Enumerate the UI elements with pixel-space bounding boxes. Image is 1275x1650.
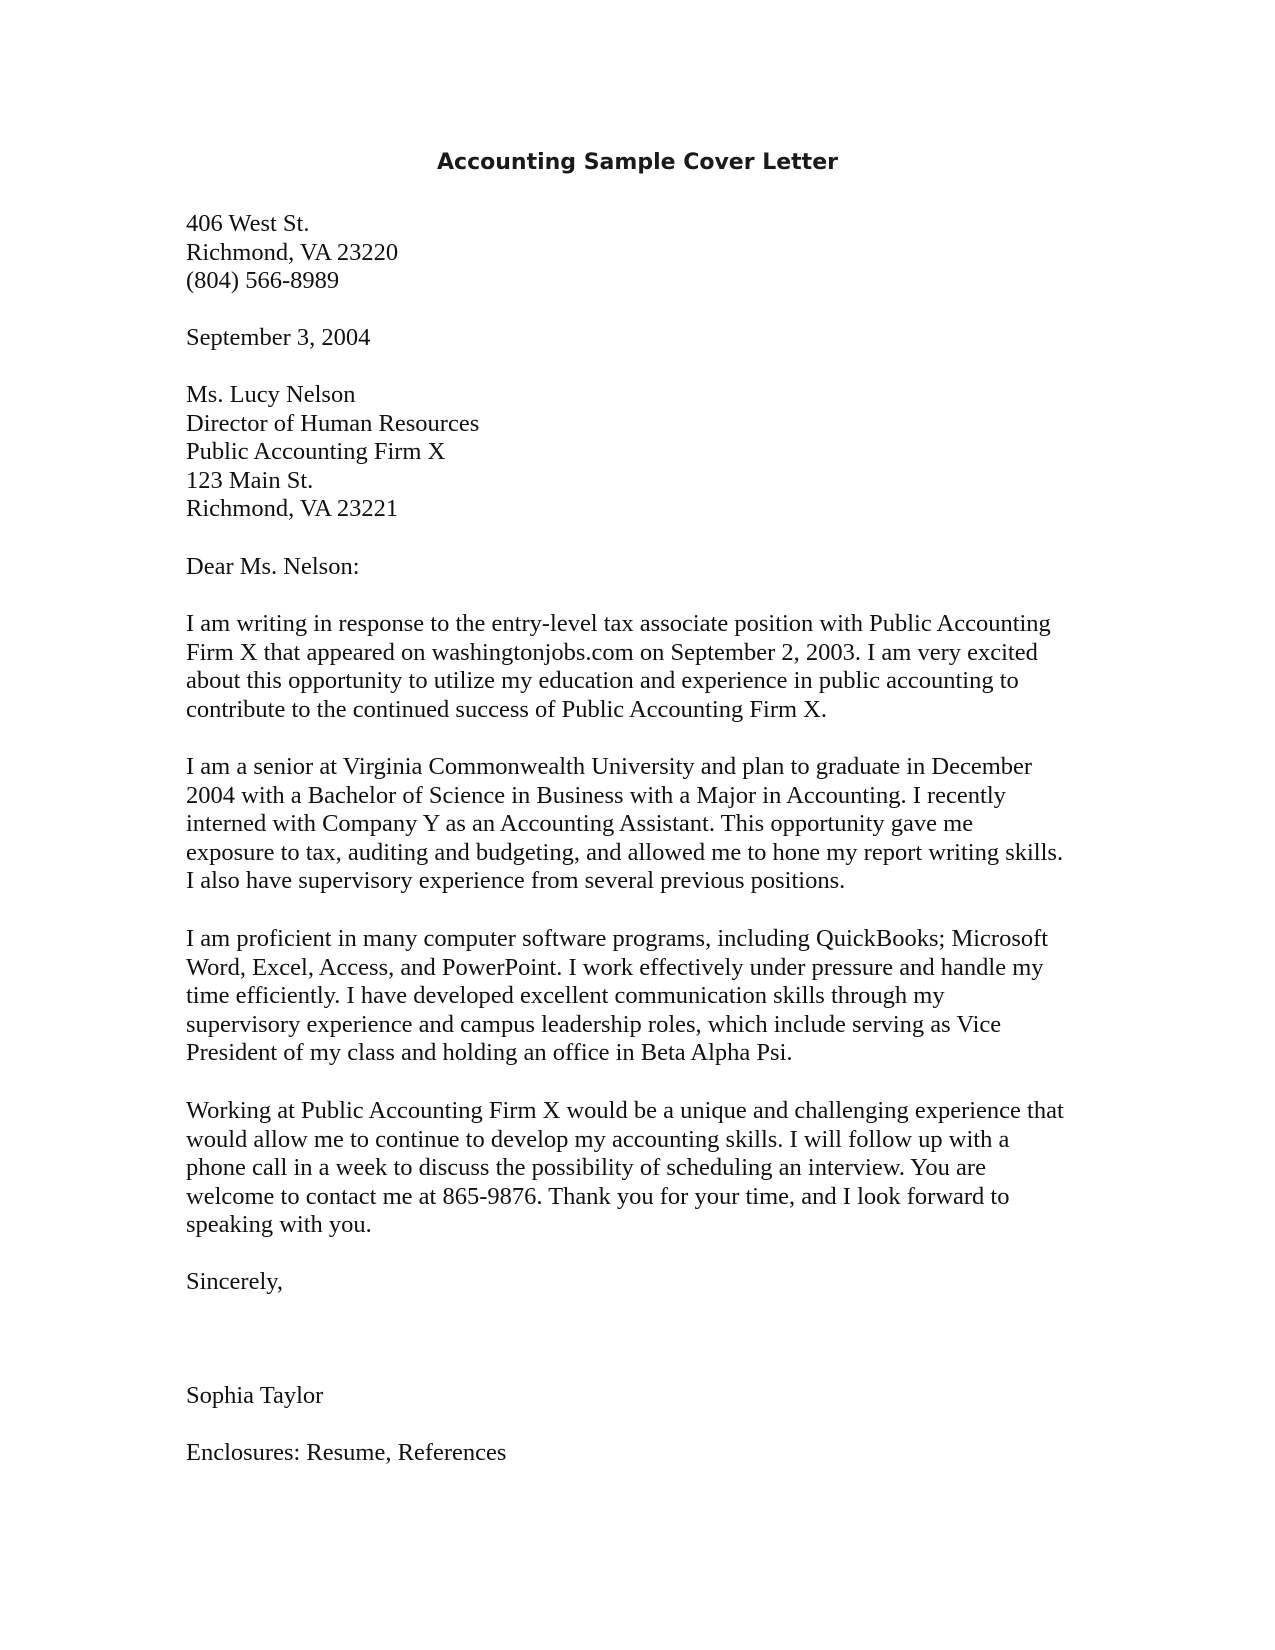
- paragraph-line: I am a senior at Virginia Commonwealth University and plan to graduate in December: [186, 753, 1033, 780]
- enclosures: [186, 1439, 1106, 1468]
- recipient-title: Director of Human Resources: [186, 409, 480, 437]
- paragraph-line: contribute to the continued success of Public Accounting Firm X.: [186, 695, 827, 723]
- paragraph-line: about this opportunity to utilize my education and experience in public accounting to: [186, 667, 1019, 694]
- enclosures-text: Enclosures: Resume, References: [186, 1439, 507, 1466]
- paragraph-3: [186, 925, 1106, 1068]
- recipient-address: [186, 381, 1106, 524]
- paragraph-1: [186, 610, 1106, 724]
- recipient-company: Public Accounting Firm X: [186, 438, 446, 465]
- paragraph-line: I am proficient in many computer software programs, including QuickBooks; Microsoft: [186, 925, 1049, 952]
- sender-address: [186, 210, 1106, 296]
- closing-text: Sincerely,: [186, 1268, 284, 1295]
- paragraph-line: phone call in a week to discuss the possibility of scheduling an interview. You are: [186, 1154, 986, 1181]
- salutation: [186, 553, 1106, 582]
- paragraph-line: Word, Excel, Access, and PowerPoint. I work effectively under pressure and handle my: [186, 953, 1044, 981]
- sender-city: Richmond, VA 23220: [186, 238, 399, 266]
- signature: [186, 1382, 1106, 1411]
- closing: [186, 1268, 1106, 1297]
- paragraph-line: I also have supervisory experience from several previous positions.: [186, 867, 846, 894]
- paragraph-line: Working at Public Accounting Firm X would be a unique and challenging experience that: [186, 1097, 1064, 1124]
- paragraph-line: interned with Company Y as an Accounting Assistant. This opportunity gave me: [186, 810, 974, 837]
- paragraph-2: [186, 753, 1106, 896]
- recipient-city: Richmond, VA 23221: [186, 495, 399, 522]
- letter-date: [186, 324, 1106, 353]
- recipient-street: 123 Main St.: [186, 466, 314, 494]
- date-text: September 3, 2004: [186, 324, 371, 351]
- paragraph-line: Firm X that appeared on washingtonjobs.com on September 2, 2003. I am very excited: [186, 638, 1038, 666]
- paragraph-line: I am writing in response to the entry-level tax associate position with Public Accounting: [186, 610, 1051, 637]
- paragraph-line: time efficiently. I have developed excellent communication skills through my: [186, 982, 945, 1009]
- signature-name: Sophia Taylor: [186, 1382, 324, 1409]
- sender-phone: (804) 566-8989: [186, 267, 340, 294]
- paragraph-line: exposure to tax, auditing and budgeting, and allowed me to hone my report writing skills.: [186, 838, 1064, 866]
- paragraph-line: welcome to contact me at 865-9876. Thank you for your time, and I look forward to: [186, 1182, 1010, 1210]
- sender-street: 406 West St.: [186, 210, 310, 237]
- recipient-name: Ms. Lucy Nelson: [186, 381, 356, 408]
- salutation-text: Dear Ms. Nelson:: [186, 553, 360, 580]
- paragraph-line: supervisory experience and campus leadership roles, which include serving as Vice: [186, 1010, 1002, 1038]
- paragraph-line: would allow me to continue to develop my accounting skills. I will follow up with a: [186, 1125, 1010, 1153]
- paragraph-line: President of my class and holding an office in Beta Alpha Psi.: [186, 1039, 793, 1066]
- paragraph-4: [186, 1097, 1106, 1240]
- document-title: Accounting Sample Cover Letter: [437, 150, 838, 175]
- paragraph-line: speaking with you.: [186, 1211, 372, 1238]
- paragraph-line: 2004 with a Bachelor of Science in Business with a Major in Accounting. I recently: [186, 781, 1006, 809]
